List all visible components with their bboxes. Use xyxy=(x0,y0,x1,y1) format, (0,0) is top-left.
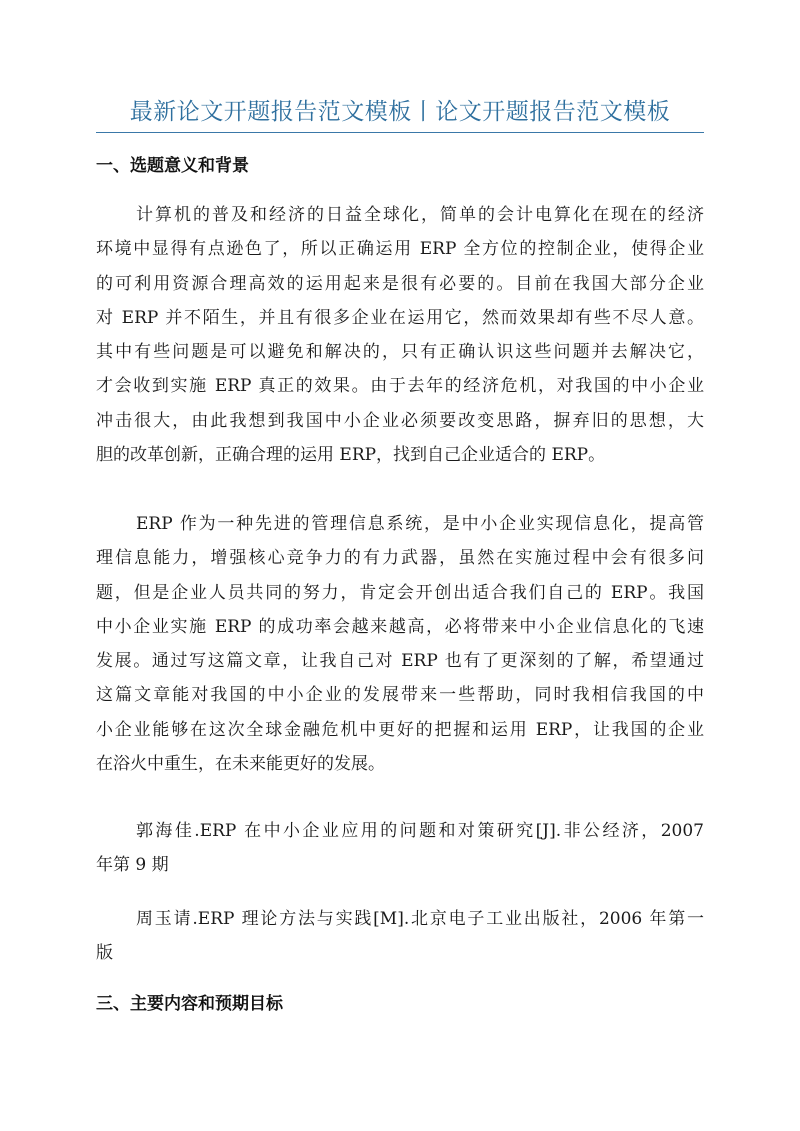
paragraph-line: 这篇文章能对我国的中小企业的发展带来一些帮助，同时我相信我国的中 xyxy=(96,685,704,706)
paragraph-line: 理信息能力，增强核心竞争力的有力武器，虽然在实施过程中会有很多问 xyxy=(96,548,704,569)
reference-1 xyxy=(96,814,704,883)
paragraph-line: 对 ERP 并不陌生，并且有很多企业在运用它，然而效果却有些不尽人意。 xyxy=(96,307,704,328)
paragraph-line: 冲击很大，由此我想到我国中小企业必须要改变思路，摒弃旧的思想，大 xyxy=(96,410,704,431)
paragraph-line: 其中有些问题是可以避免和解决的，只有正确认识这些问题并去解决它， xyxy=(96,342,704,363)
section-heading-background: 一、选题意义和背景 xyxy=(96,156,249,176)
reference-2 xyxy=(96,902,704,971)
reference-line: 版 xyxy=(96,943,113,964)
paragraph-line: 中小企业实施 ERP 的成功率会越来越高，必将带来中小企业信息化的飞速 xyxy=(96,616,704,637)
paragraph-line: 题，但是企业人员共同的努力，肯定会开创出适合我们自己的 ERP。我国 xyxy=(96,582,704,603)
paragraph-line: 环境中显得有点逊色了，所以正确运用 ERP 全方位的控制企业，使得企业 xyxy=(96,239,704,260)
section-heading-content: 三、主要内容和预期目标 xyxy=(96,994,283,1014)
paragraph-background-2 xyxy=(96,507,704,781)
paragraph-line: 小企业能够在这次全球金融危机中更好的把握和运用 ERP，让我国的企业 xyxy=(96,719,704,740)
reference-line: 郭海佳.ERP 在中小企业应用的问题和对策研究[J].非公经济，2007 xyxy=(136,821,704,841)
reference-line: 年第 9 期 xyxy=(96,855,169,876)
paragraph-line: 的可利用资源合理高效的运用起来是很有必要的。目前在我国大部分企业 xyxy=(96,273,704,294)
paragraph-line: 才会收到实施 ERP 真正的效果。由于去年的经济危机，对我国的中小企业 xyxy=(96,376,704,397)
paragraph-line: 胆的改革创新，正确合理的运用 ERP，找到自己企业适合的 ERP。 xyxy=(96,445,606,466)
paragraph-line: 计算机的普及和经济的日益全球化，简单的会计电算化在现在的经济 xyxy=(136,205,704,225)
paragraph-background-1 xyxy=(96,198,704,472)
title-underline xyxy=(96,132,704,133)
document-title: 最新论文开题报告范文模板丨论文开题报告范文模板 xyxy=(129,99,671,125)
paragraph-line: 在浴火中重生，在未来能更好的发展。 xyxy=(96,754,385,775)
paragraph-line: ERP 作为一种先进的管理信息系统，是中小企业实现信息化，提高管 xyxy=(136,514,704,534)
reference-line: 周玉请.ERP 理论方法与实践[M].北京电子工业出版社，2006 年第一 xyxy=(136,909,704,929)
paragraph-line: 发展。通过写这篇文章，让我自己对 ERP 也有了更深刻的了解，希望通过 xyxy=(96,651,704,672)
